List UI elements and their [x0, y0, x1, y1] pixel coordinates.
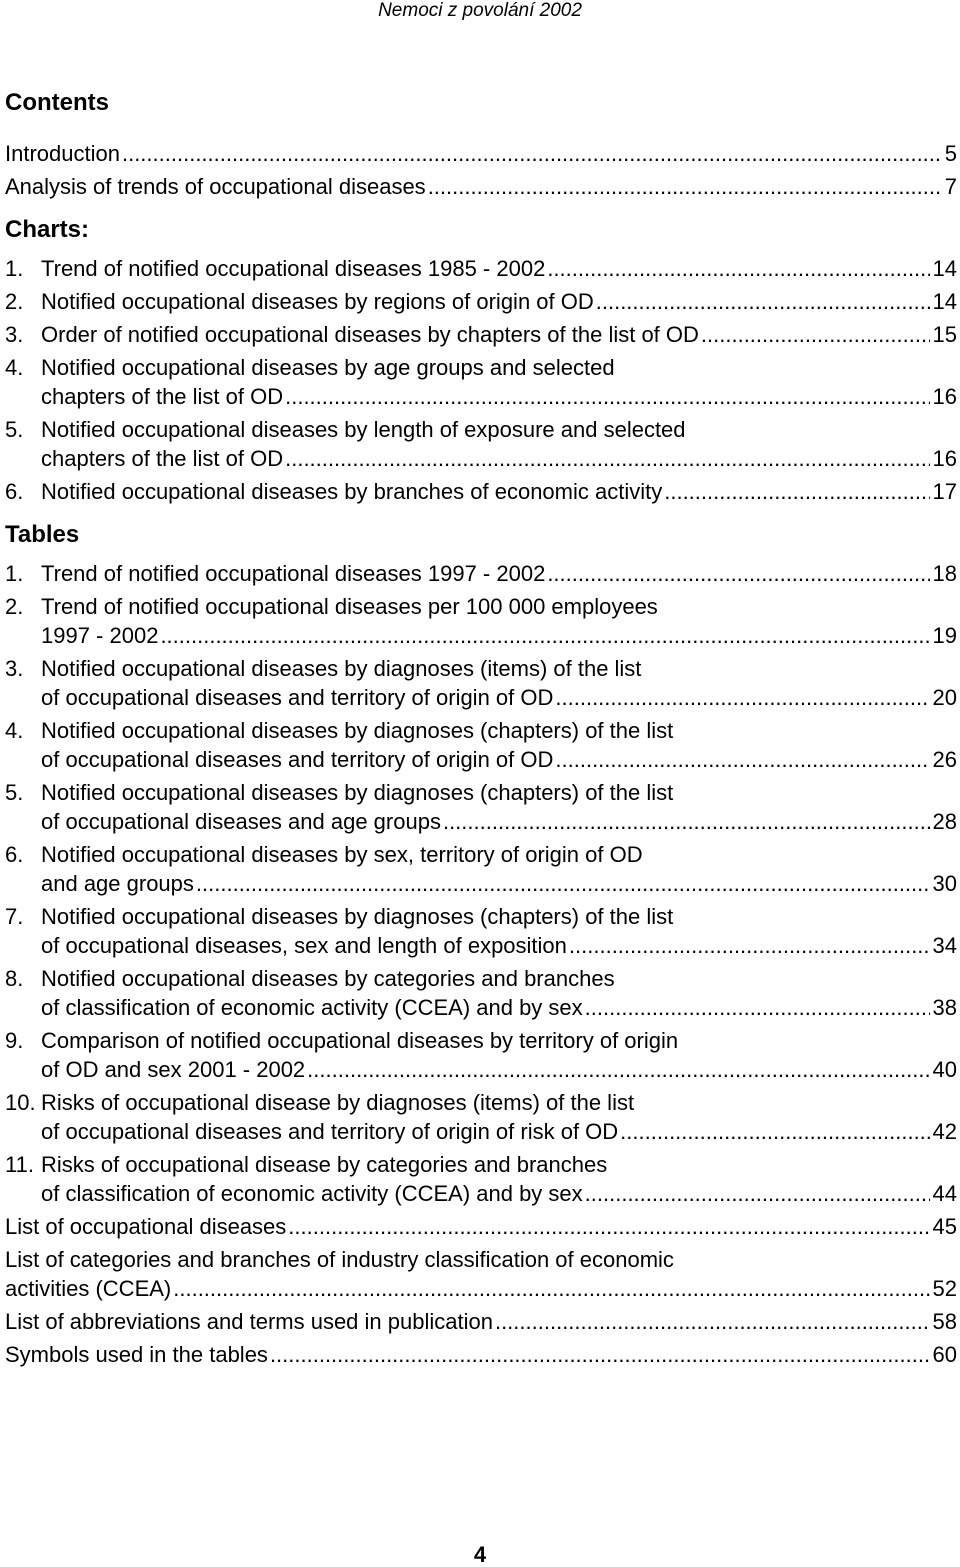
- toc-entry-body: [41, 902, 957, 960]
- toc-entry: [5, 778, 957, 836]
- toc-entry-body: [41, 559, 957, 588]
- contents-heading: Contents: [5, 89, 109, 116]
- toc-entry-text: of classification of economic activity (CCEA) and by sex: [41, 995, 583, 1020]
- toc-entry-number: 3.: [5, 322, 24, 347]
- dot-leader: [428, 172, 942, 201]
- dot-leader: [307, 1055, 929, 1084]
- toc-entry: [5, 1307, 957, 1336]
- toc-entry-number: 11.: [5, 1152, 34, 1177]
- toc-entry-line: Trend of notified occupational diseases per 100 000 employees: [41, 594, 658, 619]
- toc-entry: [5, 320, 957, 349]
- toc-page-number: 26: [932, 747, 957, 772]
- toc-entry-text: List of abbreviations and terms used in publication: [5, 1309, 493, 1334]
- toc-leader-line: [41, 254, 957, 283]
- toc-entry-line: Notified occupational diseases by categories and branches: [41, 966, 615, 991]
- dot-leader: [555, 745, 929, 774]
- dot-leader: [596, 287, 930, 316]
- toc-entry-number: 9.: [5, 1028, 24, 1053]
- toc-page-number: 15: [932, 322, 957, 347]
- toc-entry-text: chapters of the list of OD: [41, 446, 284, 471]
- toc-entry-number: 8.: [5, 966, 24, 991]
- toc-entry-number: 5.: [5, 780, 24, 805]
- toc-entry-body: [41, 254, 957, 283]
- toc-entry-number: 4.: [5, 355, 24, 380]
- dot-leader: [620, 1117, 929, 1146]
- toc-entry-number: 6.: [5, 842, 24, 867]
- toc-entry-text: Order of notified occupational diseases by chapters of the list of OD: [41, 322, 699, 347]
- toc-entry-body: [41, 840, 957, 898]
- toc-entry-number: 10.: [5, 1090, 36, 1115]
- toc-entry-body: [41, 654, 957, 712]
- toc-entry-body: [5, 1212, 957, 1241]
- toc-entry-line: Risks of occupational disease by categories and branches: [41, 1152, 608, 1177]
- toc-leader-line: [5, 1307, 957, 1336]
- toc-entry: [5, 477, 957, 506]
- toc-page-number: 19: [932, 623, 957, 648]
- toc-entry-body: [41, 592, 957, 650]
- closing-entries: [5, 1212, 957, 1369]
- toc-entry-number: 2.: [5, 594, 24, 619]
- dot-leader: [160, 621, 929, 650]
- toc-leader-line: [41, 1179, 957, 1208]
- charts-list: [5, 254, 957, 506]
- dot-leader: [701, 320, 930, 349]
- toc-page-number: 58: [932, 1309, 957, 1334]
- toc-leader-line: [41, 559, 957, 588]
- toc-leader-line: [41, 444, 957, 473]
- toc-entry: [5, 1088, 957, 1146]
- toc-entry-text: Notified occupational diseases by branches of economic activity: [41, 479, 663, 504]
- toc-page-number: 17: [932, 479, 957, 504]
- dot-leader: [122, 139, 942, 168]
- toc-entry-body: [41, 964, 957, 1022]
- dot-leader: [443, 807, 930, 836]
- toc-page-number: 14: [932, 256, 957, 281]
- toc-entry: [5, 1150, 957, 1208]
- toc-entry: [5, 415, 957, 473]
- page-number: 4: [473, 1542, 487, 1567]
- toc-entry: [5, 1340, 957, 1369]
- toc-entry-text: Trend of notified occupational diseases 1985 - 2002: [41, 256, 546, 281]
- dot-leader: [270, 1340, 930, 1369]
- toc-page-number: 16: [932, 446, 957, 471]
- toc-entry-line: List of categories and branches of industry classification of economic: [5, 1247, 674, 1272]
- intro-entries: [5, 139, 957, 201]
- dot-leader: [547, 559, 929, 588]
- toc-leader-line: [41, 931, 957, 960]
- toc-entry: [5, 902, 957, 960]
- toc-entry-number: 1.: [5, 256, 24, 281]
- toc-entry-body: [41, 415, 957, 473]
- toc-page-number: 52: [932, 1276, 957, 1301]
- toc-entry-text: of occupational diseases, sex and length of exposition: [41, 933, 567, 958]
- toc-entry-line: Notified occupational diseases by diagnoses (chapters) of the list: [41, 718, 674, 743]
- toc-leader-line: [41, 1117, 957, 1146]
- toc-entry-body: [5, 139, 957, 168]
- toc-entry-text: Trend of notified occupational diseases 1997 - 2002: [41, 561, 546, 586]
- toc-entry-body: [5, 172, 957, 201]
- dot-leader: [585, 1179, 930, 1208]
- toc-entry-body: [41, 1088, 957, 1146]
- toc-entry-text: Introduction: [5, 141, 120, 166]
- toc-entry-number: 6.: [5, 479, 24, 504]
- toc-entry-text: Analysis of trends of occupational diseases: [5, 174, 426, 199]
- toc-entry-text: of classification of economic activity (CCEA) and by sex: [41, 1181, 583, 1206]
- toc-page-number: 5: [944, 141, 957, 166]
- toc-entry: [5, 654, 957, 712]
- toc-leader-line: [41, 993, 957, 1022]
- toc-entry: [5, 1026, 957, 1084]
- toc-entry-body: [41, 320, 957, 349]
- toc-entry-body: [41, 353, 957, 411]
- toc-leader-line: [5, 1212, 957, 1241]
- toc-entry: [5, 840, 957, 898]
- toc-entry-body: [41, 1150, 957, 1208]
- toc-entry-line: Notified occupational diseases by diagnoses (chapters) of the list: [41, 780, 674, 805]
- toc-entry-text: of OD and sex 2001 - 2002: [41, 1057, 306, 1082]
- toc-leader-line: [41, 683, 957, 712]
- toc-leader-line: [41, 382, 957, 411]
- toc-leader-line: [41, 621, 957, 650]
- toc-leader-line: [41, 745, 957, 774]
- toc-entry-line: Notified occupational diseases by diagnoses (items) of the list: [41, 656, 642, 681]
- toc-leader-line: [5, 139, 957, 168]
- dot-leader: [285, 382, 929, 411]
- toc-entry-text: of occupational diseases and territory of origin of OD: [41, 747, 554, 772]
- dot-leader: [555, 683, 929, 712]
- dot-leader: [196, 869, 930, 898]
- toc-leader-line: [41, 320, 957, 349]
- toc-entry: [5, 139, 957, 168]
- toc-entry-line: Comparison of notified occupational diseases by territory of origin: [41, 1028, 679, 1053]
- toc-entry-line: Notified occupational diseases by sex, territory of origin of OD: [41, 842, 643, 867]
- toc-entry: [5, 287, 957, 316]
- dot-leader: [288, 1212, 929, 1241]
- charts-heading: Charts:: [5, 216, 90, 243]
- toc-entry-text: 1997 - 2002: [41, 623, 159, 648]
- toc-entry-number: 1.: [5, 561, 24, 586]
- toc-page-number: 38: [932, 995, 957, 1020]
- toc-entry-line: Notified occupational diseases by diagnoses (chapters) of the list: [41, 904, 674, 929]
- toc-leader-line: [41, 477, 957, 506]
- toc-entry: [5, 964, 957, 1022]
- toc-page-number: 34: [932, 933, 957, 958]
- toc-entry-body: [5, 1340, 957, 1369]
- toc-page-number: 30: [932, 871, 957, 896]
- toc-leader-line: [41, 1055, 957, 1084]
- toc-entry-body: [5, 1245, 957, 1303]
- toc-entry-line: Risks of occupational disease by diagnoses (items) of the list: [41, 1090, 635, 1115]
- toc-page-number: 7: [944, 174, 957, 199]
- toc-entry: [5, 1245, 957, 1303]
- toc-entry-line: Notified occupational diseases by age groups and selected: [41, 355, 615, 380]
- toc-page-number: 16: [932, 384, 957, 409]
- dot-leader: [585, 993, 930, 1022]
- toc-page-number: 42: [932, 1119, 957, 1144]
- toc-page-number: 14: [932, 289, 957, 314]
- toc-page-number: 60: [932, 1342, 957, 1367]
- toc-entry: [5, 353, 957, 411]
- toc-entry-text: activities (CCEA): [5, 1276, 172, 1301]
- running-header: Nemoci z povolání 2002: [378, 0, 582, 21]
- dot-leader: [173, 1274, 929, 1303]
- toc-page-number: 40: [932, 1057, 957, 1082]
- toc-entry-text: List of occupational diseases: [5, 1214, 287, 1239]
- toc-entry-number: 7.: [5, 904, 24, 929]
- tables-list: [5, 559, 957, 1208]
- toc-entry: [5, 172, 957, 201]
- toc-entry-body: [5, 1307, 957, 1336]
- toc-entry-body: [41, 287, 957, 316]
- toc-leader-line: [5, 1340, 957, 1369]
- toc-entry-body: [41, 778, 957, 836]
- toc-page-number: 45: [932, 1214, 957, 1239]
- toc-leader-line: [41, 807, 957, 836]
- toc-entry-line: Notified occupational diseases by length of exposure and selected: [41, 417, 686, 442]
- toc-leader-line: [5, 172, 957, 201]
- toc-entry-body: [41, 477, 957, 506]
- toc-page-number: 18: [932, 561, 957, 586]
- toc-entry: [5, 592, 957, 650]
- toc-page-number: 20: [932, 685, 957, 710]
- toc-entry-text: of occupational diseases and age groups: [41, 809, 441, 834]
- dot-leader: [569, 931, 930, 960]
- toc-entry-text: of occupational diseases and territory of origin of risk of OD: [41, 1119, 619, 1144]
- toc-entry-body: [41, 716, 957, 774]
- toc-entry-number: 5.: [5, 417, 24, 442]
- toc-entry-number: 4.: [5, 718, 24, 743]
- toc-entry-text: chapters of the list of OD: [41, 384, 284, 409]
- toc-entry: [5, 254, 957, 283]
- toc-entry-number: 2.: [5, 289, 24, 314]
- toc-entry-number: 3.: [5, 656, 24, 681]
- toc-entry-body: [41, 1026, 957, 1084]
- toc-entry-text: Symbols used in the tables: [5, 1342, 268, 1367]
- toc-page-number: 44: [932, 1181, 957, 1206]
- dot-leader: [495, 1307, 930, 1336]
- toc-entry-text: of occupational diseases and territory of origin of OD: [41, 685, 554, 710]
- toc-leader-line: [5, 1274, 957, 1303]
- toc-entry: [5, 716, 957, 774]
- dot-leader: [664, 477, 929, 506]
- dot-leader: [547, 254, 929, 283]
- toc-leader-line: [41, 287, 957, 316]
- toc-entry: [5, 1212, 957, 1241]
- toc-leader-line: [41, 869, 957, 898]
- tables-heading: Tables: [5, 521, 80, 548]
- toc-entry-text: and age groups: [41, 871, 194, 896]
- toc-entry: [5, 559, 957, 588]
- table-of-contents: [5, 88, 957, 1373]
- toc-page-number: 28: [932, 809, 957, 834]
- dot-leader: [285, 444, 929, 473]
- toc-entry-text: Notified occupational diseases by regions of origin of OD: [41, 289, 594, 314]
